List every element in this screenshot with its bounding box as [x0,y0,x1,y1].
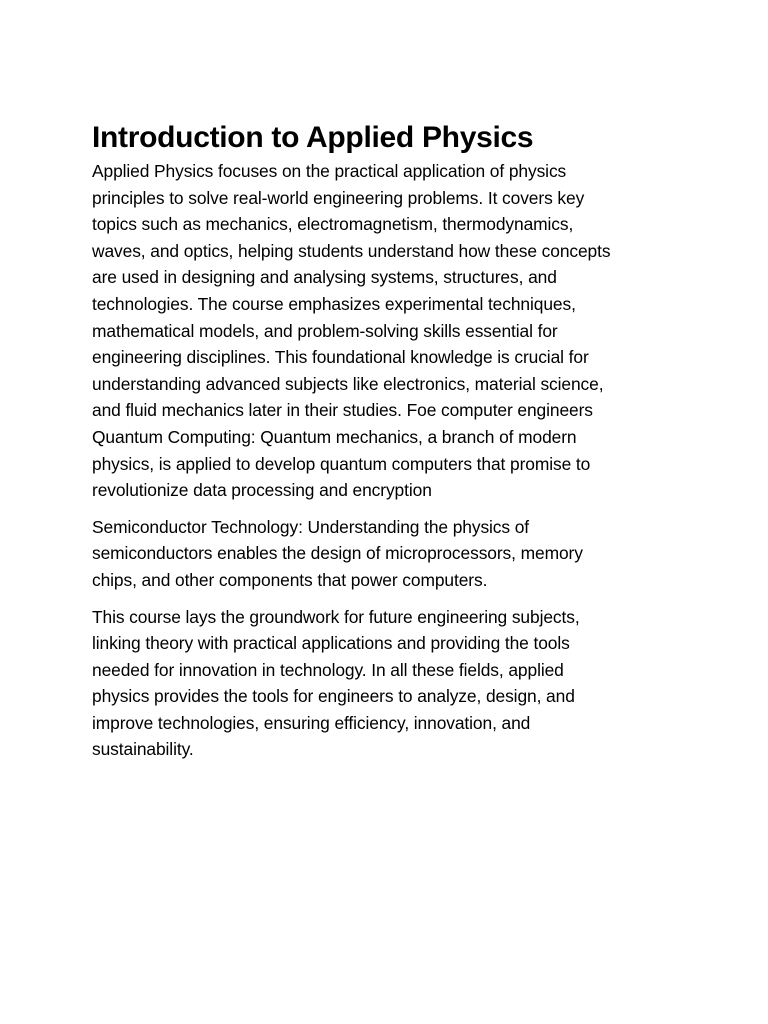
paragraph-line: sustainability. [92,739,194,760]
document-page [92,118,672,773]
paragraph-line: waves, and optics, helping students understand how these concepts [92,240,611,261]
paragraph-line: revolutionize data processing and encryption [92,480,432,501]
paragraph-line: semiconductors enables the design of microprocessors, memory [92,543,583,564]
paragraph-line: needed for innovation in technology. In all these fields, applied [92,659,564,680]
paragraph-line: physics, is applied to develop quantum computers that promise to [92,453,591,474]
paragraph-line: Applied Physics focuses on the practical application of physics [92,161,567,181]
paragraph-conclusion [92,604,672,764]
paragraph-line: are used in designing and analysing systems, structures, and [92,267,557,288]
paragraph-line: understanding advanced subjects like electronics, material science, [92,373,604,394]
paragraph-semiconductor [92,514,672,594]
paragraph-line: mathematical models, and problem-solving skills essential for [92,320,558,341]
paragraph-line: topics such as mechanics, electromagnetism, thermodynamics, [92,214,574,235]
paragraph-line: Quantum Computing: Quantum mechanics, a branch of modern [92,426,577,447]
paragraph-intro [92,158,672,504]
paragraph-line: principles to solve real-world engineering problems. It covers key [92,187,585,208]
paragraph-line: This course lays the groundwork for future engineering subjects, [92,606,580,627]
paragraph-line: physics provides the tools for engineers to analyze, design, and [92,686,575,707]
document-title: Introduction to Applied Physics [92,121,534,154]
paragraph-line: and fluid mechanics later in their studies. Foe computer engineers [92,400,593,421]
paragraph-line: improve technologies, ensuring efficiency, innovation, and [92,712,531,733]
paragraph-line: linking theory with practical applications and providing the tools [92,633,570,654]
paragraph-line: engineering disciplines. This foundational knowledge is crucial for [92,347,589,368]
paragraph-line: technologies. The course emphasizes experimental techniques, [92,293,576,314]
paragraph-line: chips, and other components that power computers. [92,569,488,590]
paragraph-line: Semiconductor Technology: Understanding the physics of [92,516,530,537]
